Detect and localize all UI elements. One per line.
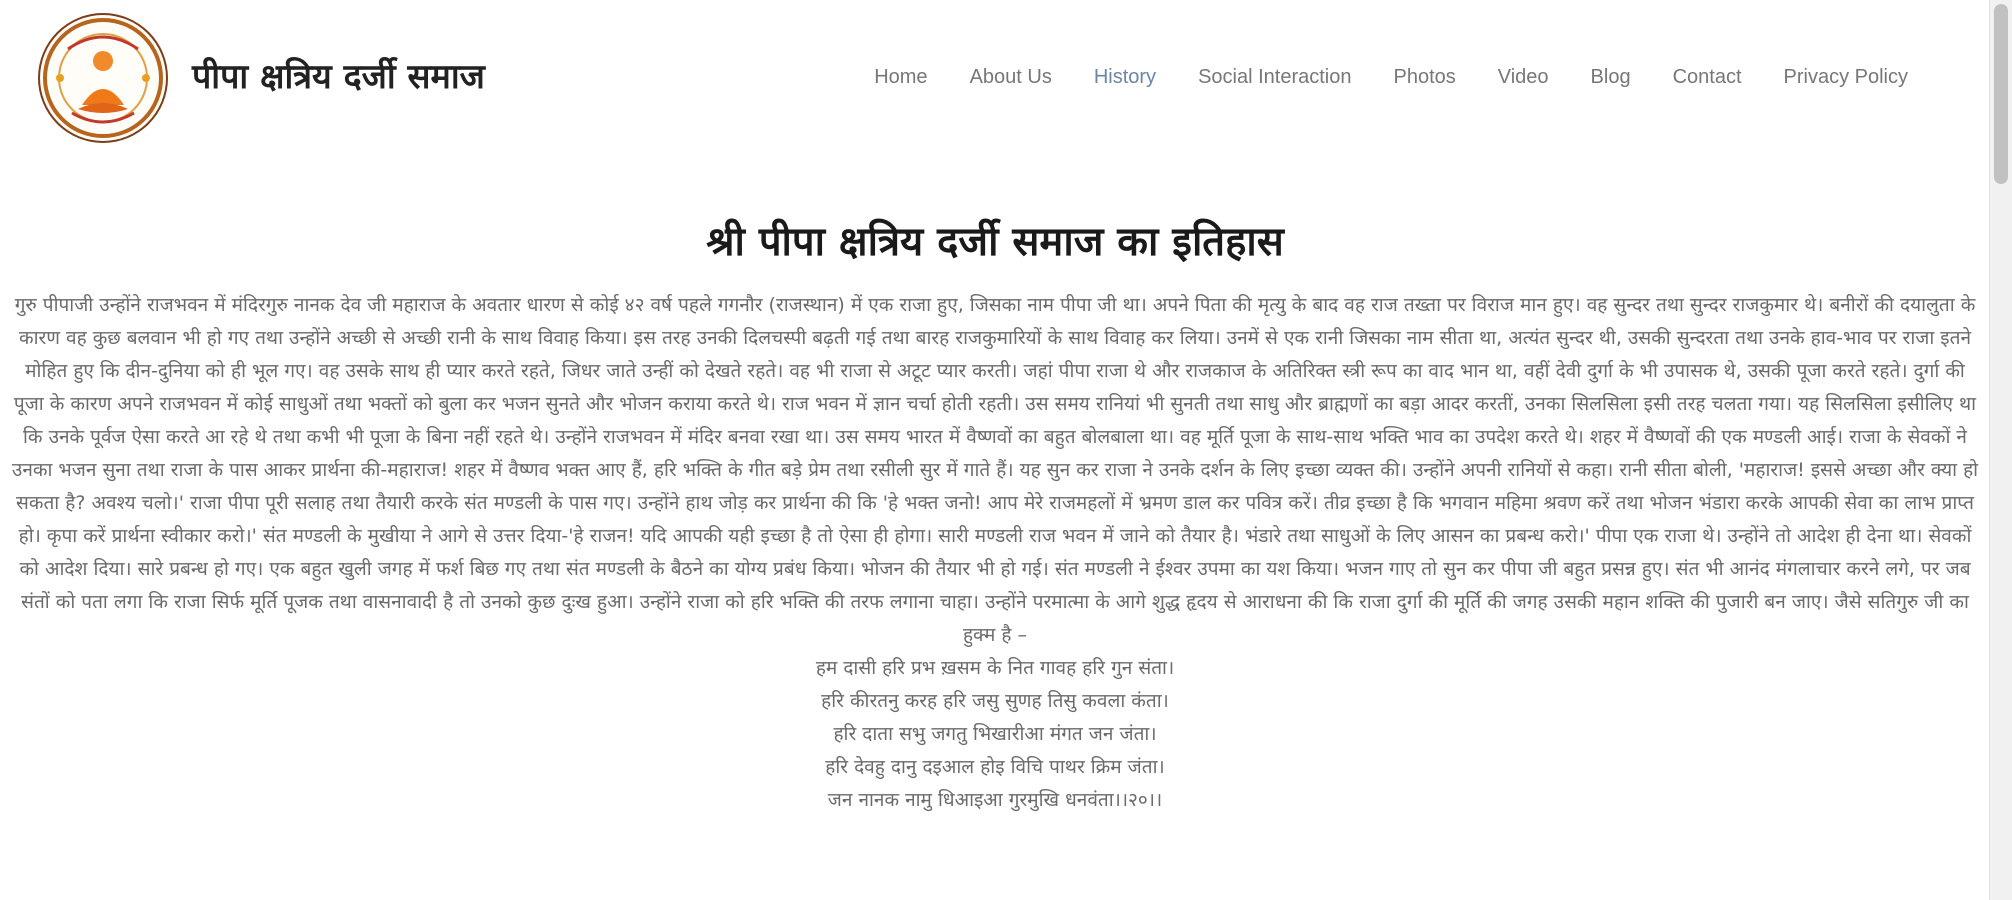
verse-line: हरि कीरतनु करह हरि जसु सुणह तिसु कवला कंता। [821, 690, 1169, 712]
vertical-scrollbar[interactable] [1989, 0, 2012, 900]
site-logo[interactable] [38, 13, 168, 143]
verse-line: जन नानक नामु धिआइआ गुरमुखि धनवंता।।२०।। [827, 789, 1163, 811]
site-header [0, 0, 1990, 165]
nav-history[interactable]: History [1093, 66, 1157, 88]
scrollbar-thumb[interactable] [1994, 4, 2008, 184]
nav-privacy-policy[interactable]: Privacy Policy [1783, 66, 1908, 88]
verse-line: हम दासी हरि प्रभ ख़सम के नित गावह हरि गुन संता। [815, 657, 1175, 679]
page-title: श्री पीपा क्षत्रिय दर्जी समाज का इतिहास [706, 219, 1284, 265]
nav-about-us[interactable]: About Us [969, 66, 1052, 88]
verse-line: हरि देवहु दानु दइआल होइ विचि पाथर क्रिम जंता। [825, 756, 1165, 778]
nav-video[interactable]: Video [1497, 66, 1549, 88]
history-paragraph: गुरु पीपाजी उन्होंने राजभवन में मंदिरगुरु नानक देव जी महाराज के अवतार धारण से कोई ४२ वर्ष पहले गगनौर (राजस्थान) में एक राजा हुए, जिसका नाम पीपा जी था। अपने पिता की मृत्यु के बाद वह राज तख्ता पर विराज मान हुए। वह सुन्दर तथा सुन्दर राजकुमार थे। बनीरों की दयालुता के कारण वह कुछ बलवान भी हो गए तथा उन्होंने अच्छी से अच्छी रानी के साथ विवाह किया। इस तरह उनकी दिलचस्पी बढ़ती गई तथा बारह राजकुमारियों के साथ विवाह कर लिया। उनमें से एक रानी जिसका नाम सीता था, अत्यंत सुन्दर थी, उसकी सुन्दरता तथा उनके हाव-भाव पर राजा इतने मोहित हुए कि दीन-दुनिया को ही भूल गए। वह उसके साथ ही प्यार करते रहते, जिधर जाते उन्हीं को देखते रहते। वह भी राजा से अटूट प्यार करती। जहां पीपा राजा थे और राजकाज के अतिरिक्त स्त्री रूप का वाद भान था, वहीं देवी दुर्गा के भी उपासक थे, उसकी पूजा करते रहते। दुर्गा की पूजा के कारण अपने राजभवन में कोई साधुओं तथा भक्तों को बुला कर भजन सुनते और भोजन कराया करते थे। राज भवन में ज्ञान चर्चा होती रहती। उस समय रानियां भी सुनती तथा साधु और ब्राह्मणों का बड़ा आदर करतीं, उनका सिलसिला इसी तरह चलता गया। यह सिलसिला इसीलिए था कि उनके पूर्वज ऐसा करते आ रहे थे तथा कभी भी पूजा के बिना नहीं रहते थे। उन्होंने राजभवन में मंदिर बनवा रखा था। उस समय भारत में वैष्णवों का बहुत बोलबाला था। वह मूर्ति पूजा के साथ-साथ भक्ति भाव का उपदेश करते थे। शहर में वैष्णवों की एक मण्डली आई। राजा के सेवकों ने उनका भजन सुना तथा राजा के पास आकर प्रार्थना की-महाराज! शहर में वैष्णव भक्त आए हैं, हरि भक्ति के गीत बड़े प्रेम तथा रसीली सुर में गाते हैं। यह सुन कर राजा ने उनके दर्शन के लिए इच्छा व्यक्त की। उन्होंने अपनी रानियों से कहा। रानी सीता बोली, 'महाराज! इससे अच्छा और क्या हो सकता है? अवश्य चलो।' राजा पीपा पूरी सलाह तथा तैयारी करके संत मण्डली के पास गए। उन्होंने हाथ जोड़ कर प्रार्थना की कि 'हे भक्त जनो! आप मेरे राजमहलों में भ्रमण डाल कर पवित्र करें। तीव्र इच्छा है कि भगवान महिमा श्रवण करें तथा भोजन भंडारा करके आपकी सेवा का लाभ प्राप्त हो। कृपा करें प्रार्थना स्वीकार करो।' संत मण्डली के मुखीया ने आगे से उत्तर दिया-'हे राजन! यदि आपकी यही इच्छा है तो ऐसा ही होगा। सारी मण्डली राज भवन में जाने को तैयार है। भंडारे तथा साधुओं के लिए आसन का प्रबन्ध करो।' पीपा एक राजा थे। उन्होंने तो आदेश ही देना था। सेवकों को आदेश दिया। सारे प्रबन्ध हो गए। एक बहुत खुली जगह में फर्श बिछ गए तथा संत मण्डली के बैठने का योग्य प्रबंध किया। भोजन की तैयार भी हो गई। संत मण्डली ने ईश्वर उपमा का यश किया। भजन गाए तो सुन कर पीपा जी बहुत प्रसन्न हुए। संत भी आनंद मंगलाचार करने लगे, पर जब संतों को पता लगा कि राजा सिर्फ मूर्ति पूजक तथा वासनावादी है तो उनको कुछ दुःख हुआ। उन्होंने राजा को हरि भक्ति की तरफ लगाना चाहा। उन्होंने परमात्मा के आगे शुद्ध हृदय से आराधना की कि राजा दुर्गा की मूर्ति की जगह उसकी महान शक्ति की पुजारी बन जाए। जैसे सतिगुरु जी का हुक्म है – [11, 294, 1979, 646]
nav-contact[interactable]: Contact [1672, 66, 1742, 88]
nav-photos[interactable]: Photos [1393, 66, 1456, 88]
nav-blog[interactable]: Blog [1590, 66, 1631, 88]
verse-line: हरि दाता सभु जगतु भिखारीआ मंगत जन जंता। [833, 723, 1157, 745]
meditating-saint-emblem-icon [38, 13, 168, 143]
main-content [10, 212, 1980, 817]
main-navigation [874, 66, 1908, 89]
nav-social-interaction[interactable]: Social Interaction [1198, 66, 1352, 88]
nav-home[interactable]: Home [874, 66, 928, 88]
site-title[interactable]: पीपा क्षत्रिय दर्जी समाज [192, 57, 485, 97]
